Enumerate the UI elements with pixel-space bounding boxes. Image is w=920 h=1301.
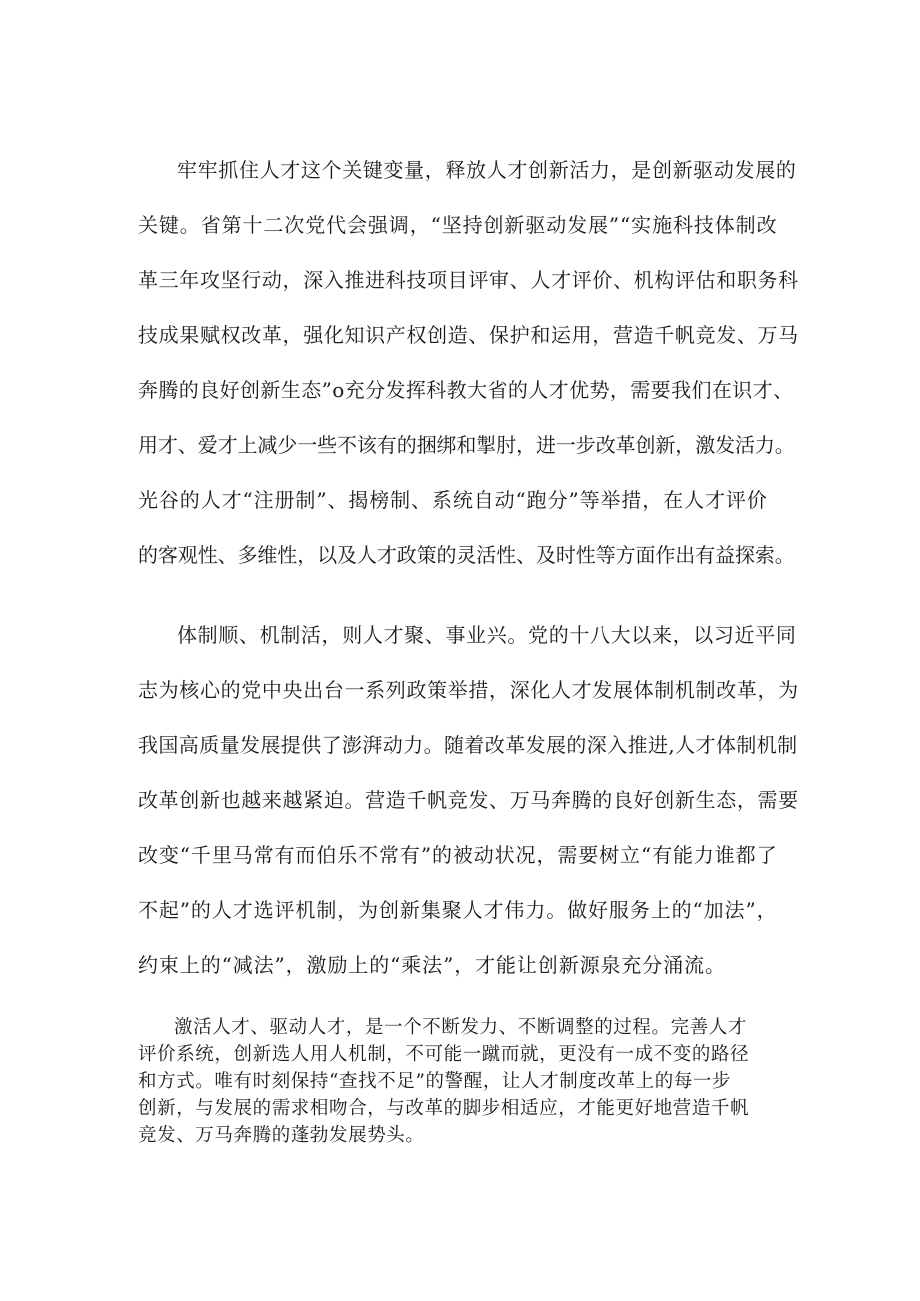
paragraph-3-line: 激活人才、驱动人才，是一个不断发力、不断调整的过程。完善人才 bbox=[174, 1017, 748, 1038]
paragraph-1-line: 的客观性、多维性，以及人才政策的灵活性、及时性等方面作出有益探索。 bbox=[138, 543, 795, 567]
paragraph-2-line: 我国高质量发展提供了澎湃动力。随着改革发展的深入推进,人才体制机制 bbox=[138, 733, 798, 757]
paragraph-2-line: 改革创新也越来越紧迫。营造千帆竞发、万马奔腾的良好创新生态，需要 bbox=[138, 788, 799, 812]
paragraph-1-line: 光谷的人才“注册制”、揭榜制、系统自动“跑分”等举措，在人才评价 bbox=[138, 488, 768, 512]
paragraph-2-line: 约束上的“减法”，激励上的“乘法”，才能让创新源泉充分涌流。 bbox=[138, 953, 726, 977]
paragraph-2-line: 改变“千里马常有而伯乐不常有”的被动状况，需要树立“有能力谁都了 bbox=[138, 843, 778, 867]
paragraph-1-line: 牢牢抓住人才这个关键变量，释放人才创新活力，是创新驱动发展的 bbox=[177, 158, 797, 182]
paragraph-1-line: 奔腾的良好创新生态”o充分发挥科教大省的人才优势，需要我们在识才、 bbox=[138, 378, 794, 402]
paragraph-3-line: 和方式。唯有时刻保持“查找不足”的警醒，让人才制度改革上的每一步 bbox=[138, 1071, 732, 1092]
paragraph-1-line: 技成果赋权改革，强化知识产权创造、保护和运用，营造千帆竞发、万马 bbox=[138, 323, 799, 347]
paragraph-3-line: 评价系统，创新选人用人机制，不可能一蹴而就，更没有一成不变的路径 bbox=[138, 1044, 750, 1065]
paragraph-1-line: 用才、爱才上减少一些不该有的捆绑和掣肘，进一步改革创新，激发活力。 bbox=[138, 433, 795, 457]
paragraph-1-line: 革三年攻坚行动，深入推进科技项目评审、人才评价、机构评估和职务科 bbox=[138, 268, 799, 292]
paragraph-3-line: 创新，与发展的需求相吻合，与改革的脚步相适应，才能更好地营造千帆 bbox=[138, 1098, 750, 1119]
paragraph-2-line: 体制顺、机制活，则人才聚、事业兴。党的十八大以来，以习近平同 bbox=[177, 623, 797, 647]
paragraph-2-line: 志为核心的党中央出台一系列政策举措，深化人才发展体制机制改革，为 bbox=[138, 678, 799, 702]
paragraph-3-line: 竞发、万马奔腾的蓬勃发展势头。 bbox=[138, 1125, 425, 1146]
paragraph-2-line: 不起”的人才选评机制，为创新集聚人才伟力。做好服务上的“加法”， bbox=[138, 898, 778, 922]
paragraph-1-line: 关键。省第十二次党代会强调，“坚持创新驱动发展”“实施科技体制改 bbox=[138, 213, 778, 237]
